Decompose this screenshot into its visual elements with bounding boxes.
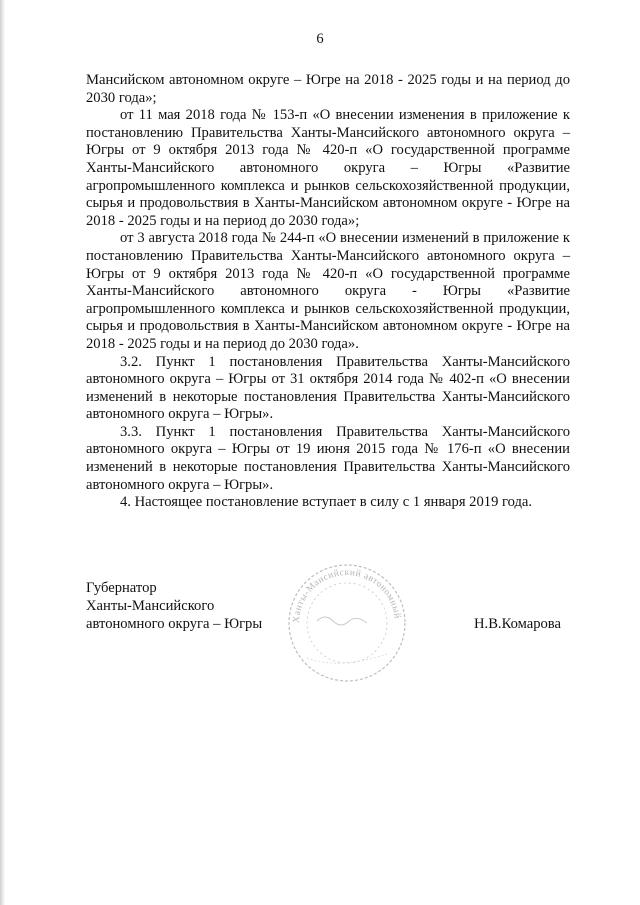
paragraph-item-4: 4. Настоящее постановление вступает в силу с 1 января 2019 года. <box>120 494 533 511</box>
stamp-text: Ханты-Мансийский автономный <box>291 567 402 624</box>
page-number: 6 <box>316 31 324 47</box>
scan-edge <box>0 0 5 905</box>
paragraph-continuation: Мансийском автономном округе – Югре на 2018 - 2025 годы и на период до 2030 года»; <box>86 72 570 106</box>
svg-text:Ханты-Мансийский автономный <box>292 568 403 624</box>
document-body <box>86 72 570 512</box>
official-stamp <box>277 553 417 683</box>
signatory-name: Н.В.Комарова <box>474 616 561 632</box>
signatory-title-line: Ханты-Мансийского <box>86 597 215 614</box>
signatory-title <box>86 580 262 633</box>
paragraph-item-3-2: 3.2. Пункт 1 постановления Правительства Ханты-Мансийского автономного округа – Югры от 31 октября 2014 года № 402-п «О внесении изменений в некоторые постановления Правительства Ханты-Мансийского автономного округа – Югры». <box>86 353 570 423</box>
signatory-title-line: автономного округа – Югры <box>86 615 263 632</box>
signatory-title-line: Губернатор <box>86 580 157 596</box>
paragraph-resolution-244: от 3 августа 2018 года № 244-п «О внесении изменений в приложение к постановлению Правительства Ханты-Мансийского автономного округа – Югры от 9 октября 2013 года № 420-п «О государственной программе Ханты-Мансийского автономного округа - Югры «Развитие агропромышленного комплекса и рынков сельскохозяйственной продукции, сырья и продовольствия в Ханты-Мансийском автономном округе - Югре на 2018 - 2025 годы и на период до 2030 года». <box>86 230 570 352</box>
paragraph-item-3-3: 3.3. Пункт 1 постановления Правительства Ханты-Мансийского автономного округа – Югры от 19 июня 2015 года № 176-п «О внесении изменений в некоторые постановления Правительства Ханты-Мансийского автономного округа – Югры». <box>86 423 570 493</box>
paragraph-resolution-153: от 11 мая 2018 года № 153-п «О внесении изменения в приложение к постановлению Правительства Ханты-Мансийского автономного округа – Югры от 9 октября 2013 года № 420-п «О государственной программе Ханты-Мансийского автономного округа – Югры «Развитие агропромышленного комплекса и рынков сельскохозяйственной продукции, сырья и продовольствия в Ханты-Мансийском автономном округе - Югре на 2018 - 2025 годы и на период до 2030 года»; <box>86 107 570 229</box>
